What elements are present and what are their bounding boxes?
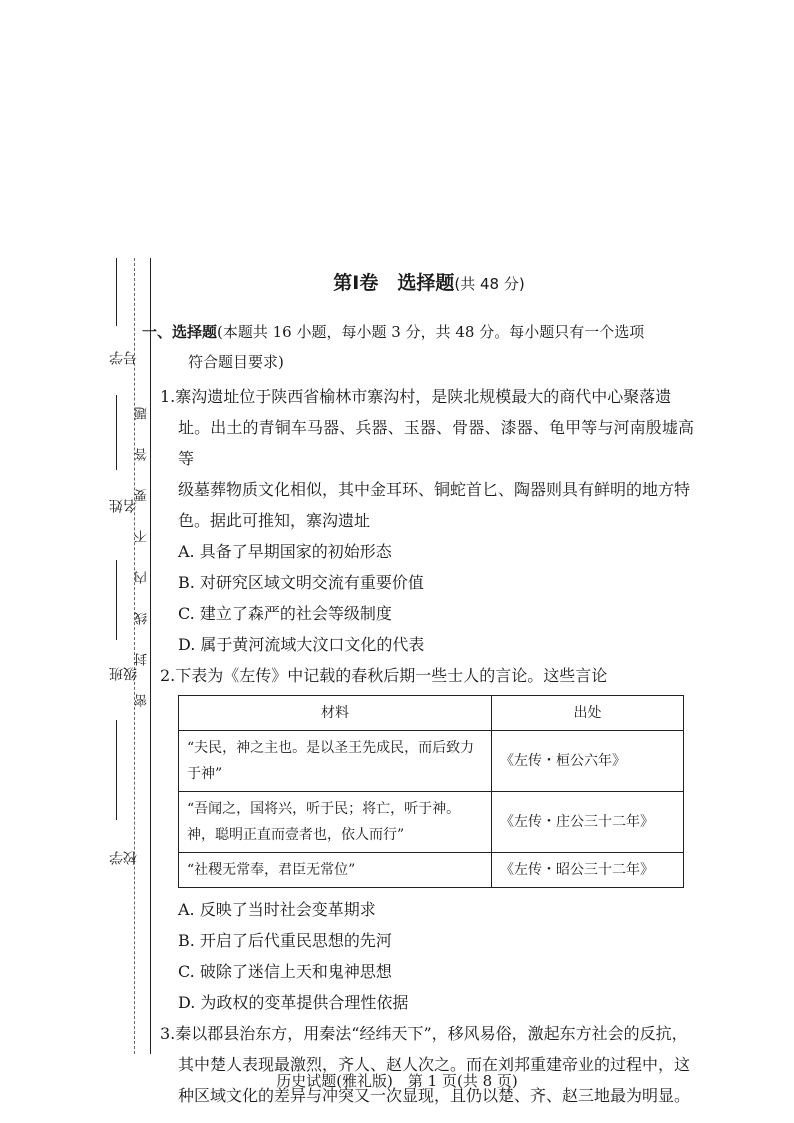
instruction-head: 一、选择题 <box>142 323 218 341</box>
student-id-label: 学号 <box>109 339 139 365</box>
question-1-option-c: C. 建立了森严的社会等级制度 <box>178 604 392 623</box>
question-1-option-b: B. 对研究区域文明交流有重要价值 <box>178 573 424 592</box>
table-row <box>179 731 684 792</box>
instruction <box>142 317 694 347</box>
section-title-text: 第Ⅰ卷 选择题 <box>333 272 455 294</box>
section-subtitle: (共 48 分) <box>454 275 525 293</box>
name-fill-line <box>116 395 117 470</box>
seal-warning-text: 密封线内不要答题 <box>135 379 150 707</box>
question-3-line: 种区域文化的差异与冲突又一次显现，且仍以楚、齐、赵三地最为明显。 <box>178 1086 691 1105</box>
question-3-line <box>160 1018 694 1049</box>
source-table <box>178 695 684 888</box>
class-fill-line <box>116 560 117 640</box>
question-1-line: 色。据此可推知，寨沟遗址 <box>178 511 371 530</box>
question-2-text: 下表为《左传》中记载的春秋后期一些士人的言论。这些言论 <box>175 666 608 685</box>
question-1-line <box>160 381 694 412</box>
page-footer: 历史试题(雅礼版) 第 1 页(共 8 页) <box>276 1072 518 1090</box>
question-3-number: 3. <box>160 1024 176 1043</box>
question-2-number: 2. <box>160 666 176 685</box>
question-2-line <box>160 660 694 691</box>
table-row <box>179 853 684 888</box>
class-label: 班级 <box>109 655 139 681</box>
table-header-material: 材料 <box>179 696 492 731</box>
table-cell-material: “吾闻之，国将兴，听于民；将亡，听于神。神，聪明正直而壹者也，依人而行” <box>179 792 492 853</box>
table-cell-source: 《左传・昭公三十二年》 <box>492 853 684 888</box>
question-2-option-c: C. 破除了迷信上天和鬼神思想 <box>178 962 392 981</box>
question-1-line: 级墓葬物质文化相似，其中金耳环、铜蛇首匕、陶器则具有鲜明的地方特 <box>178 480 691 499</box>
table-cell-source: 《左传・庄公三十二年》 <box>492 792 684 853</box>
school-label: 学校 <box>109 839 139 865</box>
question-3 <box>160 1018 694 1111</box>
binding-line <box>150 258 151 1054</box>
question-3-text: 秦以郡县治东方，用秦法“经纬天下”，移风易俗，激起东方社会的反抗， <box>175 1024 688 1043</box>
question-3-line: 其中楚人表现最激烈，齐人、赵人次之。而在刘邦重建帝业的过程中，这 <box>178 1055 691 1074</box>
student-id-fill-line <box>116 258 117 326</box>
question-1-line: 址。出土的青铜车马器、兵器、玉器、骨器、漆器、龟甲等与河南殷墟高等 <box>178 418 694 468</box>
school-fill-line <box>116 720 117 820</box>
question-1-option-d: D. 属于黄河流域大汶口文化的代表 <box>178 635 425 654</box>
instruction-text: (本题共 16 小题，每小题 3 分，共 48 分。每小题只有一个选项 <box>217 323 645 341</box>
table-row <box>179 792 684 853</box>
question-2-option-b: B. 开启了后代重民思想的先河 <box>178 931 392 950</box>
table-cell-source: 《左传・桓公六年》 <box>492 731 684 792</box>
name-label: 姓名 <box>109 487 139 513</box>
question-1 <box>160 381 694 660</box>
instruction-continued: 符合题目要求) <box>188 353 284 371</box>
table-cell-material: “社稷无常奉，君臣无常位” <box>179 853 492 888</box>
section-title <box>164 268 694 295</box>
question-1-option-a: A. 具备了早期国家的初始形态 <box>178 542 392 561</box>
question-2 <box>160 660 694 1018</box>
table-header-row <box>179 696 684 731</box>
question-2-option-d: D. 为政权的变革提供合理性依据 <box>178 993 409 1012</box>
question-1-text: 寨沟遗址位于陕西省榆林市寨沟村，是陕北规模最大的商代中心聚落遗 <box>175 387 672 406</box>
table-header-source: 出处 <box>492 696 684 731</box>
table-cell-material: “夫民，神之主也。是以圣王先成民，而后致力于神” <box>179 731 492 792</box>
question-2-option-a: A. 反映了当时社会变革期求 <box>178 900 376 919</box>
question-1-number: 1. <box>160 387 176 406</box>
